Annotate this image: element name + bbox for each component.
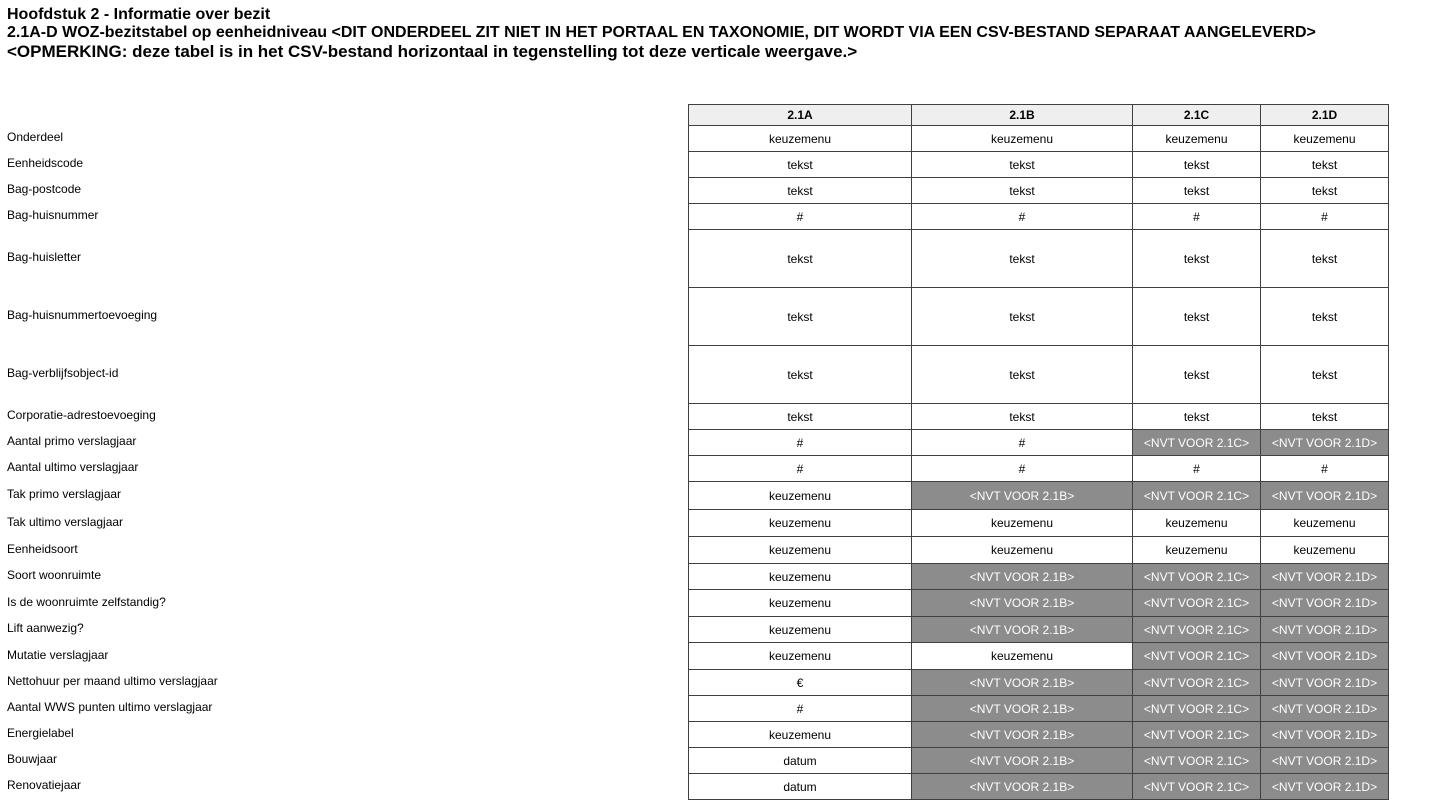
field-type-cell: tekst — [1261, 346, 1389, 404]
row-label: Bag-verblijfsobject-id — [7, 366, 119, 380]
field-type-cell: keuzemenu — [689, 590, 912, 617]
table-row — [689, 288, 1389, 346]
not-applicable-cell: <NVT VOOR 2.1D> — [1261, 670, 1389, 696]
not-applicable-cell: <NVT VOOR 2.1D> — [1261, 722, 1389, 748]
field-type-cell: keuzemenu — [912, 643, 1133, 670]
not-applicable-cell: <NVT VOOR 2.1C> — [1133, 722, 1261, 748]
field-type-cell: tekst — [689, 288, 912, 346]
not-applicable-cell: <NVT VOOR 2.1B> — [912, 774, 1133, 800]
field-type-cell: tekst — [1133, 178, 1261, 204]
row-label: Bouwjaar — [7, 752, 58, 766]
not-applicable-cell: <NVT VOOR 2.1C> — [1133, 564, 1261, 590]
table-row — [689, 482, 1389, 510]
field-type-cell: # — [1261, 456, 1389, 482]
field-type-cell: tekst — [689, 404, 912, 430]
not-applicable-cell: <NVT VOOR 2.1B> — [912, 748, 1133, 774]
table-row — [689, 404, 1389, 430]
field-type-cell: keuzemenu — [689, 126, 912, 152]
field-type-cell: # — [689, 430, 912, 456]
table-row — [689, 722, 1389, 748]
not-applicable-cell: <NVT VOOR 2.1B> — [912, 617, 1133, 643]
table-row — [689, 230, 1389, 288]
field-type-cell: # — [689, 456, 912, 482]
field-type-cell: datum — [689, 774, 912, 800]
field-type-cell: datum — [689, 748, 912, 774]
row-label: Bag-postcode — [7, 182, 82, 196]
row-label: Aantal ultimo verslagjaar — [7, 460, 139, 474]
table-row — [689, 537, 1389, 564]
row-label: Eenheidsoort — [7, 541, 78, 556]
field-type-cell: tekst — [1261, 152, 1389, 178]
row-label: Is de woonruimte zelfstandig? — [7, 594, 166, 609]
row-label: Aantal WWS punten ultimo verslagjaar — [7, 700, 213, 714]
not-applicable-cell: <NVT VOOR 2.1B> — [912, 670, 1133, 696]
table-row — [689, 774, 1389, 800]
chapter-title: Hoofdstuk 2 - Informatie over bezit — [7, 6, 271, 23]
not-applicable-cell: <NVT VOOR 2.1D> — [1261, 774, 1389, 800]
row-label: Tak primo verslagjaar — [7, 487, 122, 501]
table-row — [689, 204, 1389, 230]
field-type-cell: keuzemenu — [689, 722, 912, 748]
field-type-cell: keuzemenu — [689, 482, 912, 510]
table-row — [689, 670, 1389, 696]
not-applicable-cell: <NVT VOOR 2.1D> — [1261, 696, 1389, 722]
table-row — [689, 643, 1389, 670]
not-applicable-cell: <NVT VOOR 2.1D> — [1261, 748, 1389, 774]
not-applicable-cell: <NVT VOOR 2.1C> — [1133, 696, 1261, 722]
row-label: Aantal primo verslagjaar — [7, 434, 137, 448]
not-applicable-cell: <NVT VOOR 2.1D> — [1261, 564, 1389, 590]
field-type-cell: keuzemenu — [1133, 510, 1261, 537]
table-row — [689, 617, 1389, 643]
field-type-cell: keuzemenu — [689, 564, 912, 590]
table-header-row — [689, 105, 1389, 126]
field-type-cell: keuzemenu — [689, 537, 912, 564]
column-header: 2.1B — [912, 105, 1133, 126]
field-type-cell: tekst — [1261, 178, 1389, 204]
field-type-cell: keuzemenu — [1261, 537, 1389, 564]
column-header: 2.1A — [689, 105, 912, 126]
column-header: 2.1D — [1261, 105, 1389, 126]
table-note: <OPMERKING: deze tabel is in het CSV-bestand horizontaal in tegenstelling tot deze verticale weergave.> — [7, 42, 858, 61]
table-row — [689, 748, 1389, 774]
field-type-cell: keuzemenu — [689, 510, 912, 537]
row-label: Bag-huisnummertoevoeging — [7, 308, 158, 322]
not-applicable-cell: <NVT VOOR 2.1C> — [1133, 482, 1261, 510]
field-type-cell: tekst — [1133, 346, 1261, 404]
field-type-cell: tekst — [912, 288, 1133, 346]
row-label: Onderdeel — [7, 130, 64, 144]
not-applicable-cell: <NVT VOOR 2.1D> — [1261, 482, 1389, 510]
field-type-cell: keuzemenu — [1133, 126, 1261, 152]
not-applicable-cell: <NVT VOOR 2.1C> — [1133, 670, 1261, 696]
field-type-cell: tekst — [912, 346, 1133, 404]
section-title: 2.1A-D WOZ-bezitstabel op eenheidniveau <DIT ONDERDEEL ZIT NIET IN HET PORTAAL EN TAXONOMIE, DIT WORDT VIA EEN CSV-BESTAND SEPARAAT AANGELEVERD> — [7, 24, 1316, 41]
field-type-cell: tekst — [1261, 288, 1389, 346]
field-type-cell: # — [1133, 456, 1261, 482]
table-row — [689, 430, 1389, 456]
field-type-cell: # — [912, 204, 1133, 230]
field-type-cell: # — [912, 456, 1133, 482]
not-applicable-cell: <NVT VOOR 2.1B> — [912, 722, 1133, 748]
row-label: Bag-huisnummer — [7, 208, 99, 222]
table-row — [689, 510, 1389, 537]
row-label: Eenheidscode — [7, 156, 84, 170]
woz-bezitstabel — [688, 104, 1389, 800]
field-type-cell: tekst — [1133, 230, 1261, 288]
field-type-cell: tekst — [1261, 230, 1389, 288]
field-type-cell: keuzemenu — [1133, 537, 1261, 564]
row-label: Bag-huisletter — [7, 250, 82, 264]
not-applicable-cell: <NVT VOOR 2.1B> — [912, 564, 1133, 590]
not-applicable-cell: <NVT VOOR 2.1D> — [1261, 617, 1389, 643]
column-header: 2.1C — [1133, 105, 1261, 126]
row-label: Mutatie verslagjaar — [7, 647, 109, 662]
field-type-cell: keuzemenu — [912, 537, 1133, 564]
not-applicable-cell: <NVT VOOR 2.1D> — [1261, 590, 1389, 617]
field-type-cell: # — [1261, 204, 1389, 230]
table-row — [689, 590, 1389, 617]
field-type-cell: tekst — [1133, 404, 1261, 430]
not-applicable-cell: <NVT VOOR 2.1D> — [1261, 430, 1389, 456]
field-type-cell: tekst — [1261, 404, 1389, 430]
field-type-cell: tekst — [689, 346, 912, 404]
row-label: Corporatie-adrestoevoeging — [7, 408, 156, 422]
row-label: Tak ultimo verslagjaar — [7, 514, 124, 529]
field-type-cell: tekst — [912, 230, 1133, 288]
field-type-cell: # — [689, 204, 912, 230]
field-type-cell: keuzemenu — [912, 510, 1133, 537]
field-type-cell: keuzemenu — [689, 643, 912, 670]
field-type-cell: € — [689, 670, 912, 696]
not-applicable-cell: <NVT VOOR 2.1C> — [1133, 643, 1261, 670]
not-applicable-cell: <NVT VOOR 2.1B> — [912, 590, 1133, 617]
field-type-cell: # — [1133, 204, 1261, 230]
table-row — [689, 564, 1389, 590]
field-type-cell: # — [689, 696, 912, 722]
field-type-cell: keuzemenu — [689, 617, 912, 643]
not-applicable-cell: <NVT VOOR 2.1C> — [1133, 430, 1261, 456]
field-type-cell: # — [912, 430, 1133, 456]
field-type-cell: tekst — [689, 230, 912, 288]
not-applicable-cell: <NVT VOOR 2.1C> — [1133, 590, 1261, 617]
not-applicable-cell: <NVT VOOR 2.1B> — [912, 482, 1133, 510]
field-type-cell: tekst — [689, 152, 912, 178]
field-type-cell: keuzemenu — [1261, 126, 1389, 152]
field-type-cell: tekst — [912, 152, 1133, 178]
not-applicable-cell: <NVT VOOR 2.1C> — [1133, 774, 1261, 800]
not-applicable-cell: <NVT VOOR 2.1C> — [1133, 617, 1261, 643]
table-body — [689, 126, 1389, 800]
not-applicable-cell: <NVT VOOR 2.1B> — [912, 696, 1133, 722]
table-row — [689, 346, 1389, 404]
field-type-cell: tekst — [912, 178, 1133, 204]
field-type-cell: keuzemenu — [1261, 510, 1389, 537]
field-type-cell: tekst — [1133, 288, 1261, 346]
field-type-cell: tekst — [689, 178, 912, 204]
field-type-cell: tekst — [1133, 152, 1261, 178]
table-row — [689, 696, 1389, 722]
row-label: Soort woonruimte — [7, 568, 102, 582]
row-label: Nettohuur per maand ultimo verslagjaar — [7, 674, 218, 688]
not-applicable-cell: <NVT VOOR 2.1C> — [1133, 748, 1261, 774]
field-type-cell: keuzemenu — [912, 126, 1133, 152]
table-row — [689, 178, 1389, 204]
document-headings — [7, 6, 1437, 62]
field-type-cell: tekst — [912, 404, 1133, 430]
row-label: Lift aanwezig? — [7, 621, 84, 635]
not-applicable-cell: <NVT VOOR 2.1D> — [1261, 643, 1389, 670]
row-label: Renovatiejaar — [7, 778, 82, 792]
table-row — [689, 456, 1389, 482]
table-row — [689, 152, 1389, 178]
row-label: Energielabel — [7, 726, 74, 740]
table-row — [689, 126, 1389, 152]
